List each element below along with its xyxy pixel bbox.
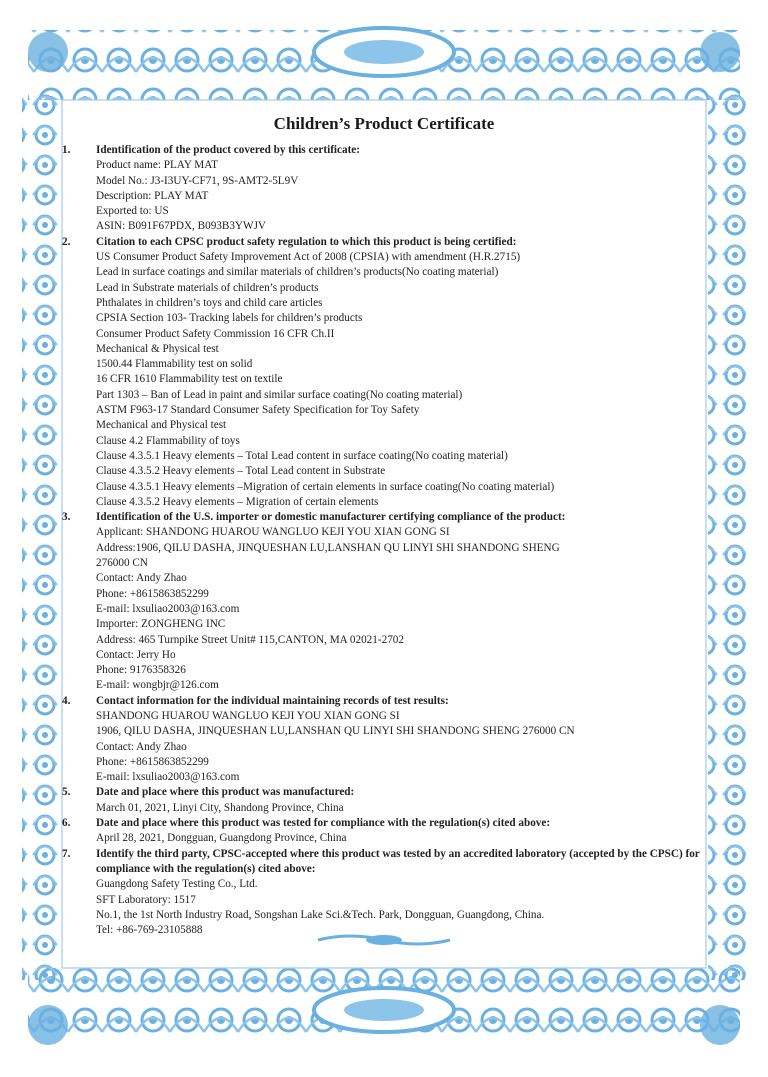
section-line: ASTM F963-17 Standard Consumer Safety Specification for Toy Safety: [96, 404, 420, 417]
section-line: Mechanical & Physical test: [96, 342, 219, 355]
certificate-title: Children’s Product Certificate: [273, 114, 495, 133]
section-line: Lead in Substrate materials of children’s products: [96, 281, 319, 294]
section-number: 4.: [62, 694, 71, 707]
section-line: Clause 4.2 Flammability of toys: [96, 434, 240, 447]
email-link[interactable]: E-mail: wongbjr@126.com: [96, 679, 219, 692]
corner-ornament: [700, 32, 740, 72]
section-heading: Identification of the product covered by this certificate:: [96, 144, 360, 156]
section-line: Contact: Andy Zhao: [96, 740, 187, 753]
section-line: US Consumer Product Safety Improvement Act of 2008 (CPSIA) with amendment (H.R.2715): [96, 251, 521, 264]
section-line: Phone: 9176358326: [96, 664, 186, 677]
section-line: Contact: Jerry Ho: [96, 648, 176, 661]
section-line: Address:1906, QILU DASHA, JINQUESHAN LU,LANSHAN QU LINYI SHI SHANDONG SHENG: [96, 541, 560, 554]
section-line: Consumer Product Safety Commission 16 CFR Ch.II: [96, 327, 335, 340]
border-right: [708, 90, 746, 980]
section-6: [62, 816, 702, 847]
section-1: [62, 143, 702, 235]
corner-ornament: [700, 1005, 740, 1045]
section-line: Phthalates in children’s toys and child care articles: [96, 296, 323, 309]
section-line: Tel: +86-769-23105888: [96, 924, 203, 937]
section-line: March 01, 2021, Linyi City, Shandong Province, China: [96, 801, 344, 814]
section-line: Phone: +8615863852299: [96, 755, 209, 768]
section-heading: Identification of the U.S. importer or domestic manufacturer certifying compliance of the product:: [96, 511, 566, 524]
section-line: Phone: +8615863852299: [96, 587, 209, 600]
section-line: Importer: ZONGHENG INC: [96, 618, 226, 631]
section-line: 1906, QILU DASHA, JINQUESHAN LU,LANSHAN QU LINYI SHI SHANDONG SHENG 276000 CN: [96, 725, 575, 738]
section-line: No.1, the 1st North Industry Road, Songshan Lake Sci.&Tech. Park, Dongguan, Guangdong, China.: [96, 908, 545, 921]
corner-ornament: [28, 1005, 68, 1045]
section-number: 1.: [62, 144, 71, 156]
border-left: [22, 90, 60, 980]
section-line: Product name: PLAY MAT: [96, 159, 218, 172]
section-line: Clause 4.3.5.2 Heavy elements – Total Lead content in Substrate: [96, 465, 386, 478]
section-number: 7.: [62, 847, 71, 860]
section-line: 16 CFR 1610 Flammability test on textile: [96, 373, 283, 386]
section-line: CPSIA Section 103- Tracking labels for children’s products: [96, 312, 363, 325]
section-7: [62, 847, 702, 939]
section-line: Address: 465 Turnpike Street Unit# 115,CANTON, MA 02021-2702: [96, 633, 404, 646]
section-line: Clause 4.3.5.1 Heavy elements – Total Lead content in surface coating(No coating material): [96, 449, 508, 462]
corner-ornament: [28, 32, 68, 72]
section-line: Part 1303 – Ban of Lead in paint and similar surface coating(No coating material): [96, 388, 463, 401]
section-line: Clause 4.3.5.1 Heavy elements –Migration of certain elements in surface coating(No coating material): [96, 480, 555, 493]
section-line: 1500.44 Flammability test on solid: [96, 358, 253, 371]
section-line: 276000 CN: [96, 557, 148, 570]
certificate-body: [62, 143, 702, 938]
section-5: [62, 785, 702, 816]
section-number: 5.: [62, 786, 71, 799]
section-line: Guangdong Safety Testing Co., Ltd.: [96, 878, 258, 891]
section-line: ASIN: B091F67PDX, B093B3YWJV: [96, 220, 267, 233]
section-heading: Contact information for the individual maintaining records of test results:: [96, 694, 449, 707]
section-heading: Date and place where this product was tested for compliance with the regulation(s) cited above:: [96, 817, 551, 830]
section-number: 6.: [62, 817, 71, 830]
section-heading: Date and place where this product was manufactured:: [96, 786, 355, 799]
section-line: Clause 4.3.5.2 Heavy elements – Migration of certain elements: [96, 495, 379, 508]
section-line: Model No.: J3-I3UY-CF71, 9S-AMT2-5L9V: [96, 174, 299, 187]
section-3: [62, 510, 702, 694]
section-line: Mechanical and Physical test: [96, 419, 227, 432]
section-4: [62, 694, 702, 786]
email-link[interactable]: E-mail: lxsuliao2003@163.com: [96, 602, 240, 615]
section-line: SHANDONG HUAROU WANGLUO KEJI YOU XIAN GONG SI: [96, 709, 400, 722]
section-number: 3.: [62, 511, 71, 524]
section-line: SFT Laboratory: 1517: [96, 893, 196, 906]
section-2: [62, 235, 702, 510]
section-heading: Citation to each CPSC product safety regulation to which this product is being certified:: [96, 235, 517, 248]
section-heading: Identify the third party, CPSC-accepted where this product was tested by an accredited laboratory (accepted by the CPSC) for compliance with the regulation(s) cited above:: [96, 847, 700, 875]
section-line: April 28, 2021, Dongguan, Guangdong Province, China: [96, 832, 347, 845]
section-line: Applicant: SHANDONG HUAROU WANGLUO KEJI YOU XIAN GONG SI: [96, 526, 450, 539]
section-line: Contact: Andy Zhao: [96, 572, 187, 585]
section-line: Description: PLAY MAT: [96, 189, 209, 202]
section-line: Exported to: US: [96, 205, 169, 218]
email-link[interactable]: E-mail: lxsuliao2003@163.com: [96, 771, 240, 784]
section-line: Lead in surface coatings and similar materials of children’s products(No coating material): [96, 266, 499, 279]
section-number: 2.: [62, 235, 71, 248]
